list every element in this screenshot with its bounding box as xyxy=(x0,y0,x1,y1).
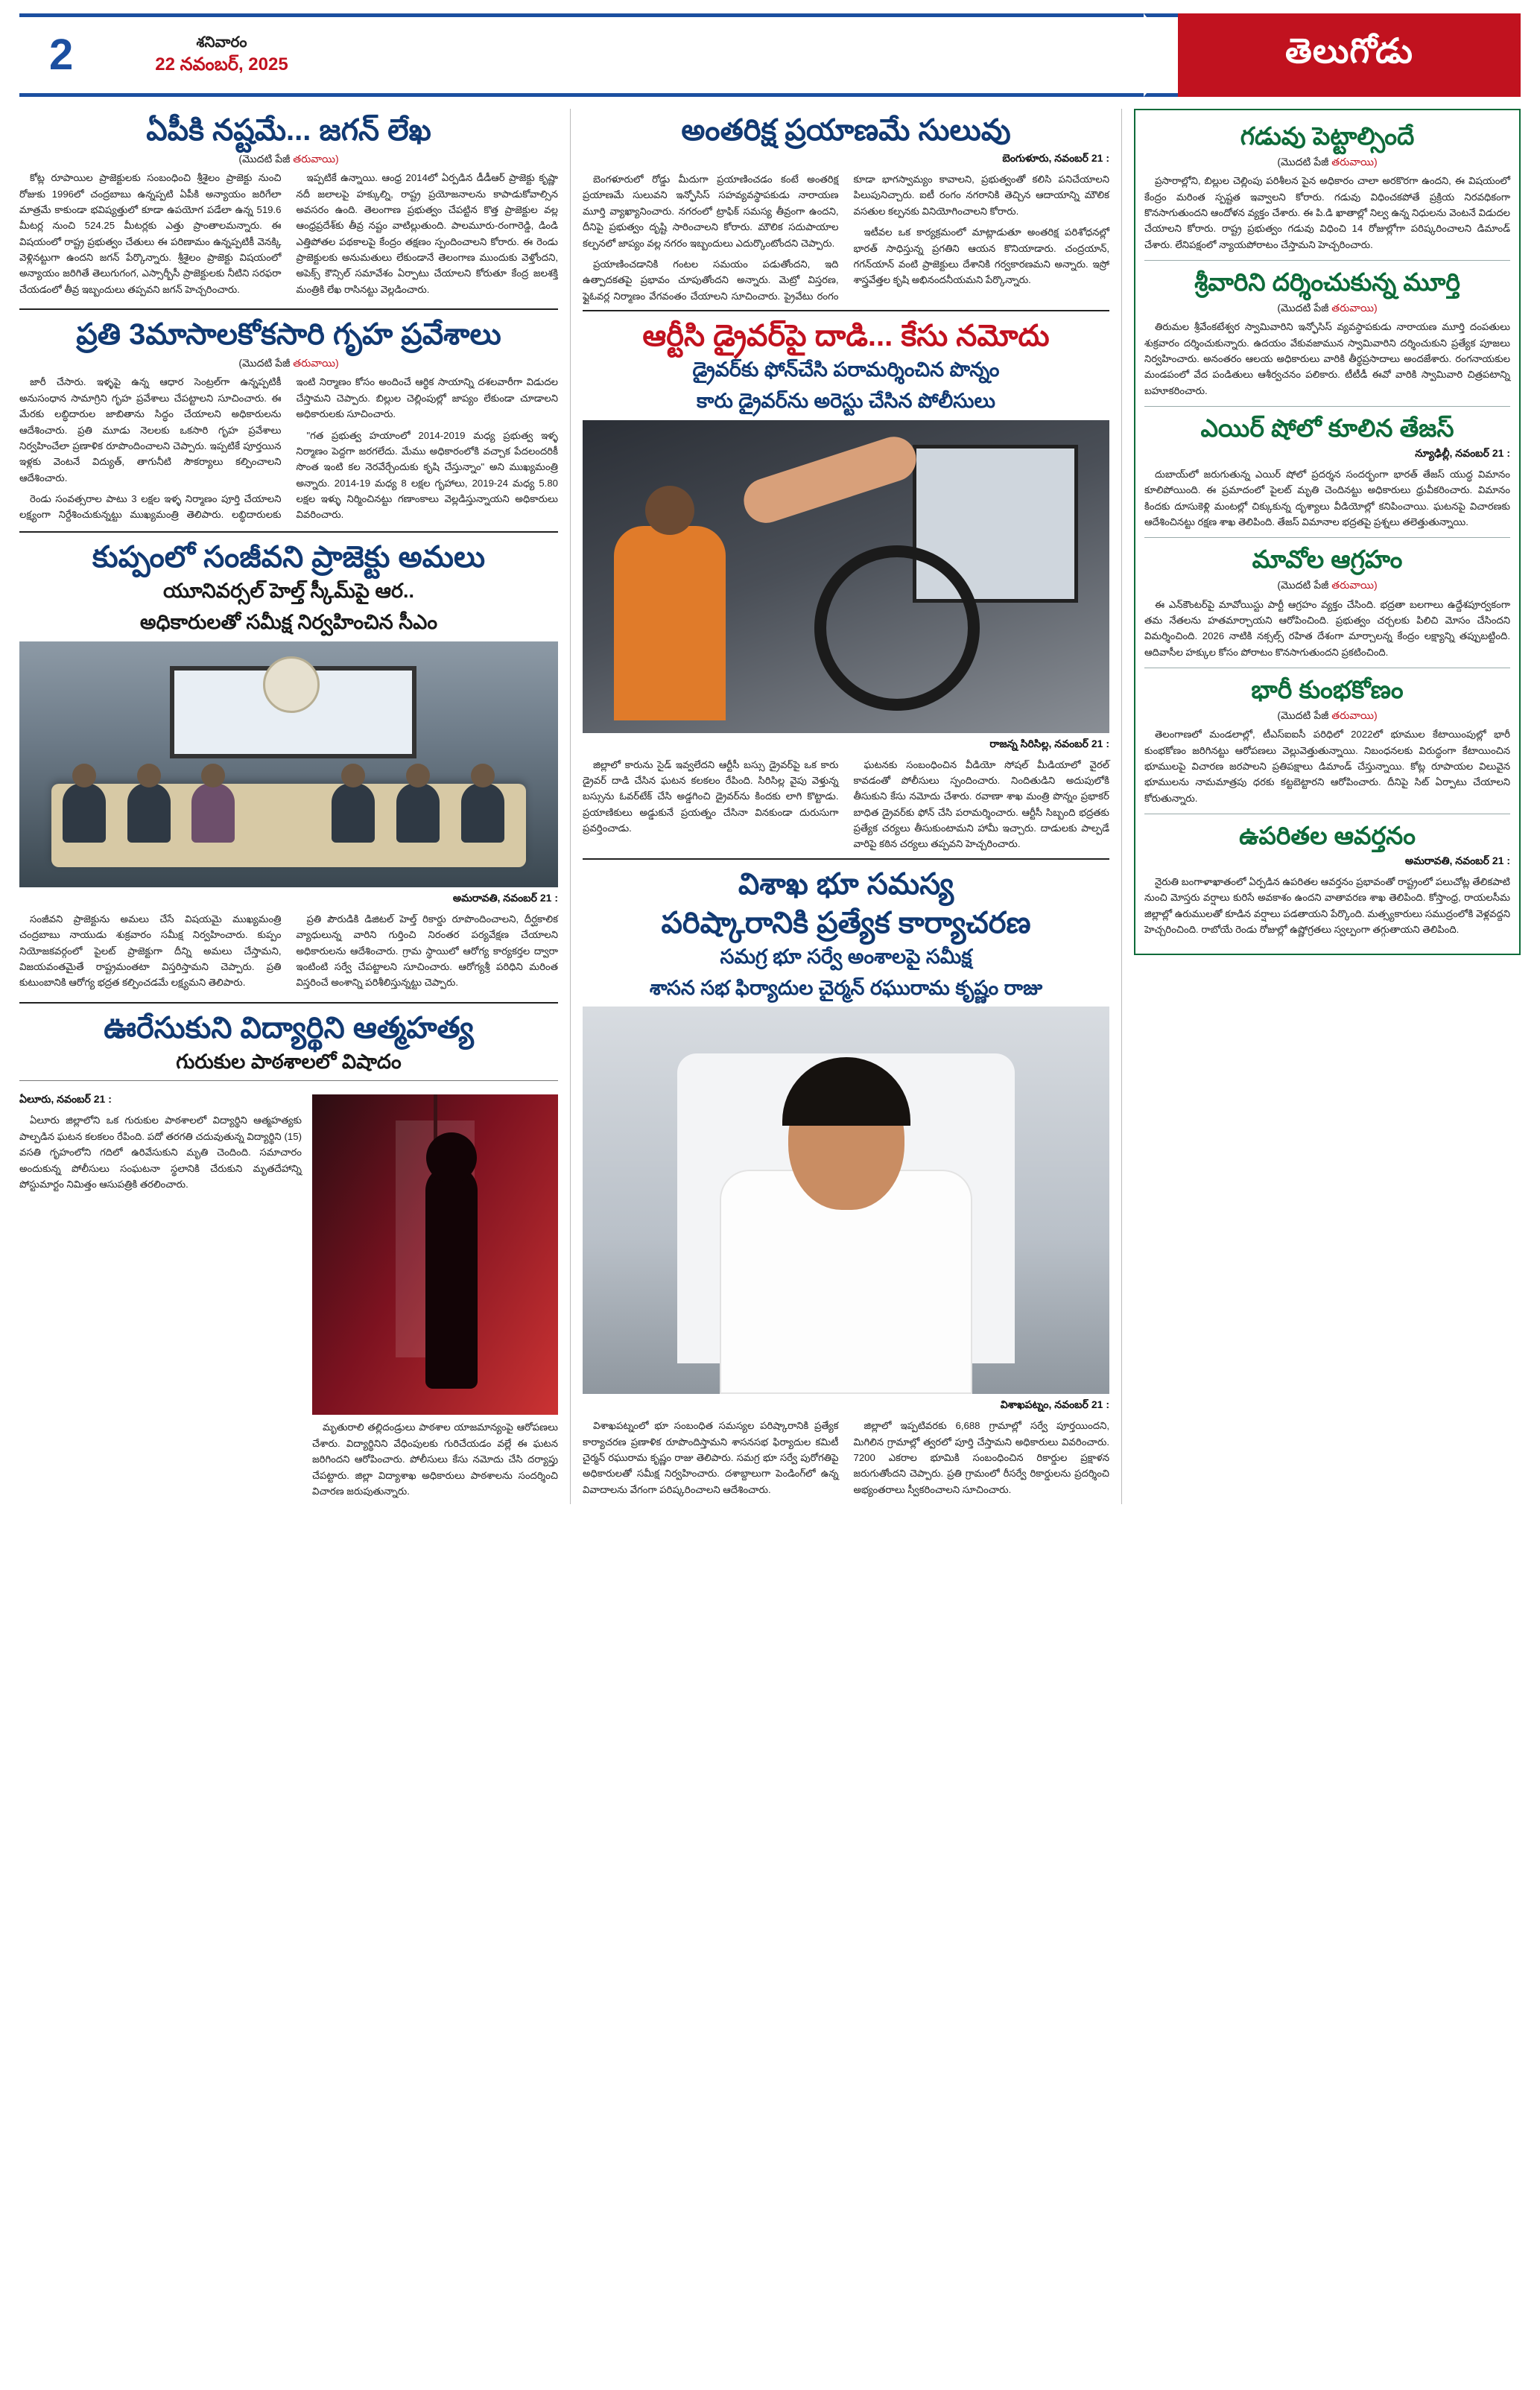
photo-dark-corridor xyxy=(312,1094,558,1415)
byline-continued: తరువాయి) xyxy=(1331,709,1378,721)
dateline-rtc: రాజన్న సిరిసిల్ల, నవంబర్ 21 : xyxy=(989,737,1109,749)
headline-jagan-letter: ఏపీకి నష్టమే... జగన్ లేఖ xyxy=(146,114,431,147)
paragraph: జిల్లాలో ఇప్పటివరకు 6,688 గ్రామాల్లో సర్వే పూర్తయిందని, మిగిలిన గ్రామాల్లో త్వరలో పూర్తి చేస్తామని అధికారులు వివరించారు. 7200 ఎకరాల భూమికి సంబంధించిన రికార్డుల ప్రక్షాళన జరుగుతోందని చెప్పారు. ప్రతి గ్రామంలో రీసర్వే రికార్డులను ప్రదర్శించి అభ్యంతరాలు స్వీకరించాలని సూచించారు. xyxy=(853,1420,1109,1495)
dateline-space-travel: బెంగుళూరు, నవంబర్ 21 : xyxy=(1002,152,1109,164)
article-jagan-letter xyxy=(19,113,558,302)
photo-review-meeting xyxy=(19,641,558,887)
dateline-tejas: న్యూఢిల్లీ, నవంబర్ 21 : xyxy=(1415,446,1510,459)
page-number: 2 xyxy=(49,31,74,79)
byline-prefix: (మొదటి పేజీ xyxy=(1277,579,1332,592)
subhead-student-suicide: గురుకుల పాఠశాలలో విషాదం xyxy=(176,1050,402,1073)
byline-deadline xyxy=(1144,155,1510,168)
meeting-attendee xyxy=(63,783,106,843)
divider xyxy=(19,1002,558,1004)
body-tejas xyxy=(1144,466,1510,530)
masthead-brand-block xyxy=(1178,13,1521,97)
paragraph: "గత ప్రభుత్వ హయాంలో 2014-2019 మధ్య ప్రభుత్వ ఇళ్ళ నిర్మాణం పెద్దగా జరగలేదు. మేము అధికారంలోకి వచ్చాక పేదలందరికీ సొంత ఇంటి కల నెరవేర్చేందుకు కృషి చేస్తున్నాం" అని ముఖ్యమంత్రి అన్నారు. 2014-19 మధ్య 8 లక్షల గృహాలు, 2019-24 మధ్య 5.80 లక్షల ఇళ్ళు నిర్మించినట్టు గణాంకాలు వెల్లడిస్తున్నాయని అధికారులు వివరించారు. xyxy=(296,429,558,521)
body-srivari xyxy=(1144,319,1510,399)
dateline-surface-circulation: అమరావతి, నవంబర్ 21 : xyxy=(1404,855,1510,866)
article-big-scam xyxy=(1144,676,1510,806)
byline-prefix: (మొదటి పేజీ xyxy=(1277,301,1332,314)
byline-jagan-letter xyxy=(19,152,558,165)
body-sanjeevani xyxy=(19,911,558,996)
meeting-attendee xyxy=(127,783,171,843)
byline-srivari xyxy=(1144,301,1510,314)
paragraph: బెంగళూరులో రోడ్డు మీదుగా ప్రయాణించడం కంటే అంతరిక్ష ప్రయాణమే సులువని ఇన్ఫోసిస్ సహవ్యవస్థాపకుడు నారాయణ మూర్తి వ్యాఖ్యానించారు. నగరంలో ట్రాఫిక్ సమస్య తీవ్రంగా ఉందని, దీనిపై ప్రభుత్వం దృష్టి సారించాలని కోరారు. మౌలిక సదుపాయాల కల్పనలో జాప్యం వల్ల నగరం ఇబ్బందులు ఎదుర్కొంటోందని చెప్పారు. xyxy=(583,174,839,249)
divider xyxy=(19,1080,558,1081)
meeting-attendee xyxy=(461,783,504,843)
paragraph: కోట్ల రూపాయిల ప్రాజెక్టులకు సంబంధించి శ్రీశైలం ప్రాజెక్టు నుంచి రోజుకు 1996లో చంద్రబాబు ఉన్నప్పటి ఏపీకి అన్యాయం జరిగేలా మాత్రమే కాకుండా భవిష్యత్తులో కూడా ఉపయోగ పడేలా ఉన్న 519.6 మీటర్ల నుంచి 524.25 మీటర్లకు ఎత్తు ప్రాంతాలమన్నారు. ఈ విషయంలో రాష్ట్ర ప్రభుత్వం చేతులు ఈ పరిణామం ఉన్నప్పటికీ వెనక్కి వెళ్లినట్టుగా ఉందని జగన్ పేర్కొన్నారు. శ్రీశైలం ప్రాజెక్టు విషయంలో అన్యాయం జరిగితే తెలుగుగంగ, ఎస్సార్బీసీ ప్రాజెక్టులకు నీటిని సరఫరా చేయడంలో తీవ్ర ఇబ్బందులు తప్పవని జగన్ హెచ్చరించారు. xyxy=(19,172,282,295)
raised-arm xyxy=(738,431,922,528)
subhead-rtc-line2: కారు డ్రైవర్‌ను అరెస్టు చేసిన పోలీసులు xyxy=(697,389,995,412)
byline-big-scam xyxy=(1144,709,1510,722)
body-vizag xyxy=(583,1418,1109,1503)
body-surface-circulation xyxy=(1144,874,1510,938)
article-maoist-anger xyxy=(1144,545,1510,660)
meeting-attendee xyxy=(191,783,235,843)
body-student-suicide xyxy=(19,1112,302,1192)
paragraph: ప్రసారాల్లోని, బిల్లుల చెల్లింపు పరిశీలన పైన అధికారం చాలా అరకొరగా ఉందని, ఈ విషయంలో కేంద్రం మరింత స్పష్టత ఇవ్వాలని కోరారు. గడువు విధించకపోతే ప్రక్రియ నిరవధికంగా కొనసాగుతుందని ఆందోళన వ్యక్తం చేశారు. ఈ పి.డి ఖాతాల్లో నిల్వ ఉన్న నిధులను వెంటనే విడుదల చేయాలని కోరారు. రాష్ట్ర ప్రభుత్వం గడువు విధించి 14 రోజుల్లోగా పరిష్కరించాలని డిమాండ్ చేశారు. లేనిపక్షంలో న్యాయపోరాటం చేస్తామని హెచ్చరించారు. xyxy=(1144,175,1510,250)
byline-continued: తరువాయి) xyxy=(1331,579,1378,592)
person-in-bus xyxy=(614,526,726,720)
divider xyxy=(1144,260,1510,261)
headline-maoist-anger: మావోల ఆగ్రహం xyxy=(1252,545,1403,574)
divider xyxy=(583,310,1109,311)
headline-house-warming: ప్రతి 3మాసాలకోకసారి గృహ ప్రవేశాలు xyxy=(76,318,501,352)
paragraph: మృతురాలి తల్లిదండ్రులు పాఠశాల యాజమాన్యంపై ఆరోపణలు చేశారు. విద్యార్థినిని వేధింపులకు గురిచేయడం వల్లే ఈ ఘటన జరిగిందని ఆరోపించారు. పోలీసులు కేసు నమోదు చేసి దర్యాప్తు చేపట్టారు. జిల్లా విద్యాశాఖ అధికారులు పాఠశాలను సందర్శించి విచారణ జరుపుతున్నారు. xyxy=(312,1421,558,1497)
paragraph: ఘటనకు సంబంధించిన వీడియో సోషల్ మీడియాలో వైరల్ కావడంతో పోలీసులు స్పందించారు. నిందితుడిని అదుపులోకి తీసుకుని కేసు నమోదు చేశారు. రవాణా శాఖ మంత్రి పొన్నం ప్రభాకర్ బాధిత డ్రైవర్‌కు ఫోన్ చేసి పరామర్శించారు. ఆర్టీసీ సిబ్బంది భద్రతకు ప్రత్యేక చర్యలు తీసుకుంటామని హామీ ఇచ్చారు. దాడులకు పాల్పడే వారిపై కఠిన చర్యలు తప్పవని హెచ్చరించారు. xyxy=(853,758,1109,850)
byline-house-warming xyxy=(19,356,558,370)
subhead-sanjeevani-line1: యూనివర్సల్ హెల్త్ స్కీమ్‌పై ఆర.. xyxy=(162,580,415,603)
masthead xyxy=(19,13,1521,97)
article-vizag-land xyxy=(583,867,1109,1503)
paragraph: జిల్లాలో కారును సైడ్ ఇవ్వలేదని ఆర్టీసీ బస్సు డ్రైవర్‌పై ఒక కారు డ్రైవర్ దాడి చేసిన ఘటన కలకలం రేపింది. సిరిసిల్ల వైపు వెళ్తున్న బస్సును ఓవర్‌టేక్ చేసి అడ్డగించి డ్రైవర్‌ను కిందకు లాగి కొట్టాడు. ప్రయాణికులు అడ్డుకునే ప్రయత్నం చేసినా వినకుండా దురుసుగా ప్రవర్తించాడు. xyxy=(583,758,839,834)
content-grid xyxy=(19,109,1521,1504)
divider xyxy=(583,858,1109,860)
paragraph: తిరుమల శ్రీవేంకటేశ్వర స్వామివారిని ఇన్ఫోసిస్ వ్యవస్థాపకుడు నారాయణ మూర్తి దంపతులు శుక్రవారం దర్శించుకున్నారు. ఉదయం వేకువజామున స్వామివారిని దర్శించుకుని ప్రత్యేక పూజలు నిర్వహించారు. అనంతరం ఆలయ అధికారులు వారికి తీర్థప్రసాదాలు అందజేశారు. రంగనాయకుల మండపంలో వేద పండితులు ఆశీర్వచనం పలికారు. టీటీడీ ఈవో వారికి స్వామివారి చిత్రపటాన్ని బహూకరించారు. xyxy=(1144,321,1510,396)
paragraph: ఇటీవల ఒక కార్యక్రమంలో మాట్లాడుతూ అంతరిక్ష పరిశోధనల్లో భారత్ సాధిస్తున్న ప్రగతిని ఆయన కొనియాడారు. చంద్రయాన్, గగన్‌యాన్ వంటి ప్రాజెక్టులు దేశానికి గర్వకారణమని అన్నారు. ఇస్రో శాస్త్రవేత్తల కృషి అభినందనీయమని పేర్కొన్నారు. xyxy=(853,226,1109,286)
paragraph: దుబాయ్‌లో జరుగుతున్న ఎయిర్ షోలో ప్రదర్శన సందర్భంగా భారత్ తేజస్ యుద్ధ విమానం కూలిపోయింది. ఈ ప్రమాదంలో పైలట్ మృతి చెందినట్టు అధికారులు ధ్రువీకరించారు. విమానం కిందకు దూసుకెళ్లి మంటల్లో చిక్కుకున్న దృశ్యాలు వీడియోల్లో కనిపించాయి. ఘటనపై విచారణకు ఆదేశించినట్టు రక్షణ శాఖ తెలిపింది. తేజస్ విమానాల భద్రతపై ప్రశ్నలు తలెత్తుతున్నాయి. xyxy=(1144,468,1510,528)
subhead-rtc-line1: డ్రైవర్‌కు ఫోన్‌చేసి పరామర్శించిన పొన్నం xyxy=(692,358,1000,381)
headline-vizag-land-line1: విశాఖ భూ సమస్య xyxy=(738,867,954,901)
column-right xyxy=(1122,109,1521,1504)
dateline-vizag: విశాఖపట్నం, నవంబర్ 21 : xyxy=(1000,1398,1109,1411)
subhead-vizag-line2: శాసన సభ ఫిర్యాదుల చైర్మన్ రఘురామ కృష్ణం రాజు xyxy=(649,976,1043,999)
paragraph: ఏలూరు జిల్లాలోని ఒక గురుకుల పాఠశాలలో విద్యార్థిని ఆత్మహత్యకు పాల్పడిన ఘటన కలకలం రేపింది. పదో తరగతి చదువుతున్న విద్యార్థిని (15) వసతి గృహంలోని గదిలో ఉరివేసుకుని మృతి చెందింది. సమాచారం అందుకున్న పోలీసులు సంఘటనా స్థలానికి చేరుకుని మృతదేహాన్ని పోస్టుమార్టం నిమిత్తం ఆసుపత్రికి తరలించారు. xyxy=(19,1115,302,1190)
body-jagan-letter xyxy=(19,170,558,302)
masthead-left xyxy=(19,13,1178,97)
headline-student-suicide: ఊరేసుకుని విద్యార్థిని ఆత్మహత్య xyxy=(104,1011,474,1045)
article-space-travel xyxy=(583,113,1109,304)
article-srivari-darshan xyxy=(1144,268,1510,399)
divider xyxy=(1144,537,1510,538)
byline-continued: తరువాయి) xyxy=(293,357,339,370)
divider xyxy=(1144,406,1510,407)
headline-sanjeevani-project: కుప్పంలో సంజీవని ప్రాజెక్టు అమలు xyxy=(92,541,486,574)
steering-wheel xyxy=(814,545,980,711)
article-house-warming xyxy=(19,317,558,525)
byline-continued: తరువాయి) xyxy=(1331,301,1378,314)
article-sanjeevani-project xyxy=(19,540,558,995)
masthead-date xyxy=(155,33,288,77)
body-space-travel xyxy=(583,171,1109,304)
headline-vizag-land-line2: పరిష్కారానికి ప్రత్యేక కార్యాచరణ xyxy=(661,906,1031,939)
article-student-suicide xyxy=(19,1011,558,1505)
byline-continued: తరువాయి) xyxy=(1331,155,1378,168)
paragraph: జారీ చేసారు. ఇళ్ళపై ఉన్న ఆధార సెంట్రల్‌గా ఉన్నప్పటికీ అనుసంధాన సామాగ్రిని గృహ ప్రవేశాలు చేపట్టాలని సూచించారు. ఈ మేరకు లబ్ధిదారుల జాబితాను సిద్ధం చేయాలని అధికారులను ఆదేశించారు. ప్రతి మూడు నెలలకు ఒకసారి గృహ ప్రవేశాలు నిర్వహించేలా ప్రణాళిక రూపొందించాలని చెప్పారు. ఇప్పటికే పూర్తయిన ఇళ్లకు వెంటనే విద్యుత్, తాగునీటి సౌకర్యాలు కల్పించాలని ఆదేశించారు. xyxy=(19,376,282,484)
right-panel xyxy=(1134,109,1521,955)
conference-table xyxy=(51,784,525,867)
body-deadline xyxy=(1144,173,1510,253)
article-deadline xyxy=(1144,122,1510,253)
newspaper-page xyxy=(0,13,1540,2390)
paragraph: ఇప్పటికే ఉన్నాయి. ఆంధ్ర 2014లో ఏర్పడిన డీడీఆర్ ప్రాజెక్టు కృష్ణా నదీ జలాలపై హక్కుల్ని, రాష్ట్ర ప్రయోజనాలను కాపాడుకోవాల్సిన అవసరం ఉంది. తెలంగాణ ప్రభుత్వం చేపట్టిన కొత్త ప్రాజెక్టుల వల్ల ఆంధ్రప్రదేశ్‌కు తీవ్ర నష్టం వాటిల్లుతుంది. పాలమూరు-రంగారెడ్డి, డిండి ఎత్తిపోతల పథకాలపై కేంద్రం తక్షణం స్పందించాలని కోరారు. ఈ రెండు ప్రాజెక్టులకు అనుమతులు లేకుండానే తెలంగాణ ముందుకు వెళ్తోందని, అపెక్స్ కౌన్సిల్ సమావేశం ఏర్పాటు చేయాలని కోరుతూ కేంద్ర జలశక్తి మంత్రికి లేఖ రాసినట్టు వెల్లడించారు. xyxy=(296,172,558,295)
photo-raghurama-krishnam-raju xyxy=(583,1007,1109,1394)
headline-deadline: గడువు పెట్టాల్సిందే xyxy=(1240,122,1415,150)
byline-maoist xyxy=(1144,578,1510,592)
photo-bus-incident xyxy=(583,420,1109,733)
byline-prefix: (మొదటి పేజీ xyxy=(238,357,294,370)
subhead-sanjeevani-line2: అధికారులతో సమీక్ష నిర్వహించిన సీఎం xyxy=(139,611,438,633)
paragraph: తెలంగాణలో మండలాల్లో, టీఎస్ఐఐసీ పరిధిలో 2022లో భూముల కేటాయింపుల్లో భారీ కుంభకోణం జరిగినట్టు ఆరోపణలు వెల్లువెత్తుతున్నాయి. నిబంధనలకు విరుద్ధంగా కేటాయించిన భూములపై విచారణ జరపాలని ప్రతిపక్షాలు డిమాండ్ చేస్తున్నాయి. కోట్ల రూపాయల విలువైన భూములను నామమాత్రపు ధరకు కట్టబెట్టారని ఆరోపించారు. దీనిపై సిట్ ఏర్పాటు చేయాలని కోరుతున్నారు. xyxy=(1144,729,1510,804)
body-big-scam xyxy=(1144,726,1510,806)
divider xyxy=(19,308,558,310)
government-seal-icon xyxy=(263,656,320,713)
headline-tejas-crash: ఎయిర్ షోలో కూలిన తేజస్ xyxy=(1200,414,1454,442)
headline-surface-circulation: ఉపరితల ఆవర్తనం xyxy=(1239,822,1416,850)
byline-continued: తరువాయి) xyxy=(293,153,339,165)
masthead-date-text: 22 నవంబర్, 2025 xyxy=(155,54,288,75)
body-student-suicide-2 xyxy=(312,1419,558,1499)
silhouette-figure xyxy=(425,1165,478,1389)
paragraph: ప్రయాణించడానికి గంటల సమయం పడుతోందని, ఇది ఉత్పాదకతపై ప్రభావం చూపుతోందని అన్నారు. మెట్రో విస్తరణ, ఫ్లైఓవర్ల నిర్మాణం వేగవంతం చేయాలని సూచించారు. ప్రైవేటు రంగం కూడా భాగస్వామ్యం కావాలని, ప్రభుత్వంతో కలిసి పనిచేయాలని పిలుపునిచ్చారు. ఐటీ రంగం నగరానికి తెచ్చిన ఆదాయాన్ని మౌలిక వసతుల కల్పనకు వినియోగించాలని కోరారు. xyxy=(583,174,1109,302)
paragraph: సంజీవని ప్రాజెక్టును అమలు చేసే విషయమై ముఖ్యమంత్రి చంద్రబాబు నాయుడు శుక్రవారం సమీక్ష నిర్వహించారు. కుప్పం నియోజకవర్గంలో పైలట్ ప్రాజెక్టుగా దీన్ని అమలు చేస్తామని, విజయవంతమైతే రాష్ట్రమంతటా విస్తరిస్తామని చెప్పారు. ప్రతి కుటుంబానికి ఆరోగ్య భద్రత కల్పించడమే లక్ష్యమని తెలిపారు. xyxy=(19,913,282,989)
paragraph: ఈ ఎన్‌కౌంటర్‌పై మావోయిస్టు పార్టీ ఆగ్రహం వ్యక్తం చేసింది. భద్రతా బలగాలు ఉద్దేశపూర్వకంగా తమ నేతలను హతమార్చాయని ఆరోపించింది. ప్రభుత్వం చర్చలకు పిలిచి మోసం చేసిందని విమర్శించింది. 2026 నాటికి నక్సల్స్ రహిత దేశంగా మార్చాలన్న కేంద్రం లక్ష్యాన్ని తప్పుబట్టింది. ఆదివాసీల హక్కుల కోసం పోరాటం కొనసాగుతుందని ప్రకటించింది. xyxy=(1144,598,1510,658)
meeting-attendee xyxy=(332,783,375,843)
divider xyxy=(19,531,558,533)
byline-prefix: (మొదటి పేజీ xyxy=(238,153,294,165)
byline-prefix: (మొదటి పేజీ xyxy=(1277,709,1332,721)
article-surface-circulation xyxy=(1144,822,1510,937)
subhead-vizag-line1: సమగ్ర భూ సర్వే అంశాలపై సమీక్ష xyxy=(720,945,972,968)
article-rtc-driver-attack xyxy=(583,319,1109,852)
column-middle xyxy=(571,109,1122,1504)
byline-prefix: (మొదటి పేజీ xyxy=(1277,155,1332,168)
masthead-day: శనివారం xyxy=(196,34,247,51)
body-maoist xyxy=(1144,597,1510,661)
headline-space-travel: అంతరిక్ష ప్రయాణమే సులువు xyxy=(681,114,1011,147)
dateline-student-suicide: ఏలూరు, నవంబర్ 21 : xyxy=(19,1093,112,1106)
article-tejas-crash xyxy=(1144,414,1510,530)
meeting-attendee xyxy=(396,783,440,843)
headline-srivari-darshan: శ్రీవారిని దర్శించుకున్న మూర్తి xyxy=(1194,268,1460,296)
paragraph: నైరుతి బంగాళాఖాతంలో ఏర్పడిన ఉపరితల ఆవర్తనం ప్రభావంతో రాష్ట్రంలో పలుచోట్ల తేలికపాటి నుంచి మోస్తరు వర్షాలు కురిసే అవకాశం ఉందని వాతావరణ శాఖ తెలిపింది. కోస్తాంధ్ర, రాయలసీమ జిల్లాల్లో ఉరుములతో కూడిన వర్షాలు పడతాయని పేర్కొంది. మత్స్యకారులు సముద్రంలోకి వెళ్లవద్దని హెచ్చరించింది. రాబోయే రెండు రోజుల్లో ఉష్ణోగ్రతలు స్వల్పంగా తగ్గుతాయని తెలిపింది. xyxy=(1144,876,1510,936)
column-left xyxy=(19,109,571,1504)
body-house-warming xyxy=(19,374,558,525)
headline-big-scam: భారీ కుంభకోణం xyxy=(1251,676,1404,704)
paragraph: ప్రతి పౌరుడికి డిజిటల్ హెల్త్ రికార్డు రూపొందించాలని, దీర్ఘకాలిక వ్యాధులున్న వారిని గుర్తించి నిరంతర పర్యవేక్షణ చేయాలని అధికారులను ఆదేశించారు. గ్రామ స్థాయిలో ఆరోగ్య కార్యకర్తల ద్వారా ఇంటింటి సర్వే చేపట్టాలని సూచించారు. ఆరోగ్యశ్రీ పరిధిని మరింత విస్తరించే అంశాన్ని పరిశీలిస్తున్నట్టు చెప్పారు. xyxy=(296,913,558,989)
paragraph: రెండు సంవత్సరాల పాటు 3 లక్షల ఇళ్ళ నిర్మాణం పూర్తి చేయాలని లక్ష్యంగా నిర్దేశించుకున్నట్టు ముఖ్యమంత్రి తెలిపారు. లబ్ధిదారులకు ఇంటి నిర్మాణం కోసం అందించే ఆర్థిక సాయాన్ని దశలవారీగా విడుదల చేస్తామని చెప్పారు. బిల్లుల చెల్లింపుల్లో జాప్యం లేకుండా చూడాలని అధికారులకు సూచించారు. xyxy=(19,376,558,521)
body-rtc xyxy=(583,757,1109,852)
headline-rtc-driver-attack: ఆర్టీసి డ్రైవర్‌పై దాడి... కేసు నమోదు xyxy=(642,320,1050,352)
dateline-sanjeevani: అమరావతి, నవంబర్ 21 : xyxy=(452,891,558,904)
brand-name: తెలుగోడు xyxy=(1285,31,1413,70)
paragraph: విశాఖపట్నంలో భూ సంబంధిత సమస్యల పరిష్కారానికి ప్రత్యేక కార్యాచరణ ప్రణాళిక రూపొందిస్తామని శాసనసభ ఫిర్యాదుల కమిటీ చైర్మన్ రఘురామ కృష్ణం రాజు తెలిపారు. సమగ్ర భూ సర్వే పురోగతిపై అధికారులతో సమీక్ష నిర్వహించారు. దశాబ్దాలుగా పెండింగ్‌లో ఉన్న వివాదాలను వేగంగా పరిష్కరించాలని ఆదేశించారు. xyxy=(583,1420,839,1495)
